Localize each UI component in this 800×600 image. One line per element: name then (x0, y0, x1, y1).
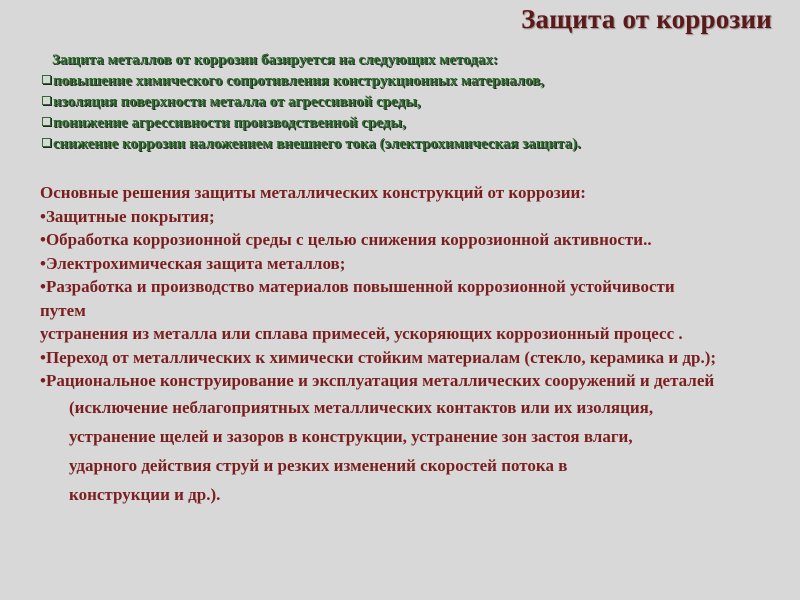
solutions-block (40, 181, 775, 509)
solutions-item: •Электрохимическая защита металлов; (40, 253, 346, 273)
methods-block (42, 50, 682, 155)
solutions-item: •Защитные покрытия; (40, 206, 215, 226)
methods-item: повышение химического сопротивления конструкционных материалов, (42, 71, 682, 92)
solutions-item: •Обработка коррозионной среды с целью снижения коррозионной активности.. (40, 230, 652, 249)
slide-title: Защита от коррозии (521, 4, 772, 34)
checkbox-bullet-icon (42, 138, 51, 147)
solutions-item: устранения из металла или сплава примесей, ускоряющих коррозионный процесс . (40, 324, 683, 343)
solutions-subitem: ударного действия струй и резких изменений скоростей потока в (69, 455, 568, 475)
checkbox-bullet-icon (42, 117, 51, 126)
solutions-item: •Разработка и производство материалов повышенной коррозионной устойчивости путем (40, 277, 675, 320)
methods-item: снижение коррозии наложением внешнего тока (электрохимическая защита). (42, 134, 617, 155)
solutions-subitem: устранение щелей и зазоров в конструкции, устранение зон застоя влаги, (69, 426, 633, 446)
methods-item: изоляция поверхности металла от агрессивной среды, (42, 92, 682, 113)
solutions-item: •Переход от металлических к химически стойким материалам (стекло, керамика и др.); (40, 347, 717, 367)
checkbox-bullet-icon (42, 96, 51, 105)
solutions-subitem: (исключение неблагоприятных металлических контактов или их изоляция, (69, 397, 654, 417)
solutions-heading: Основные решения защиты металлических конструкций от коррозии: (40, 183, 586, 202)
solutions-item: •Рациональное конструирование и эксплуатация металлических сооружений и деталей (40, 371, 715, 390)
solutions-subitem: конструкции и др.). (69, 484, 221, 504)
methods-item: понижение агрессивности производственной среды, (42, 113, 682, 134)
methods-intro: Защита металлов от коррозии базируется на следующих методах: (52, 52, 498, 68)
checkbox-bullet-icon (42, 75, 51, 84)
